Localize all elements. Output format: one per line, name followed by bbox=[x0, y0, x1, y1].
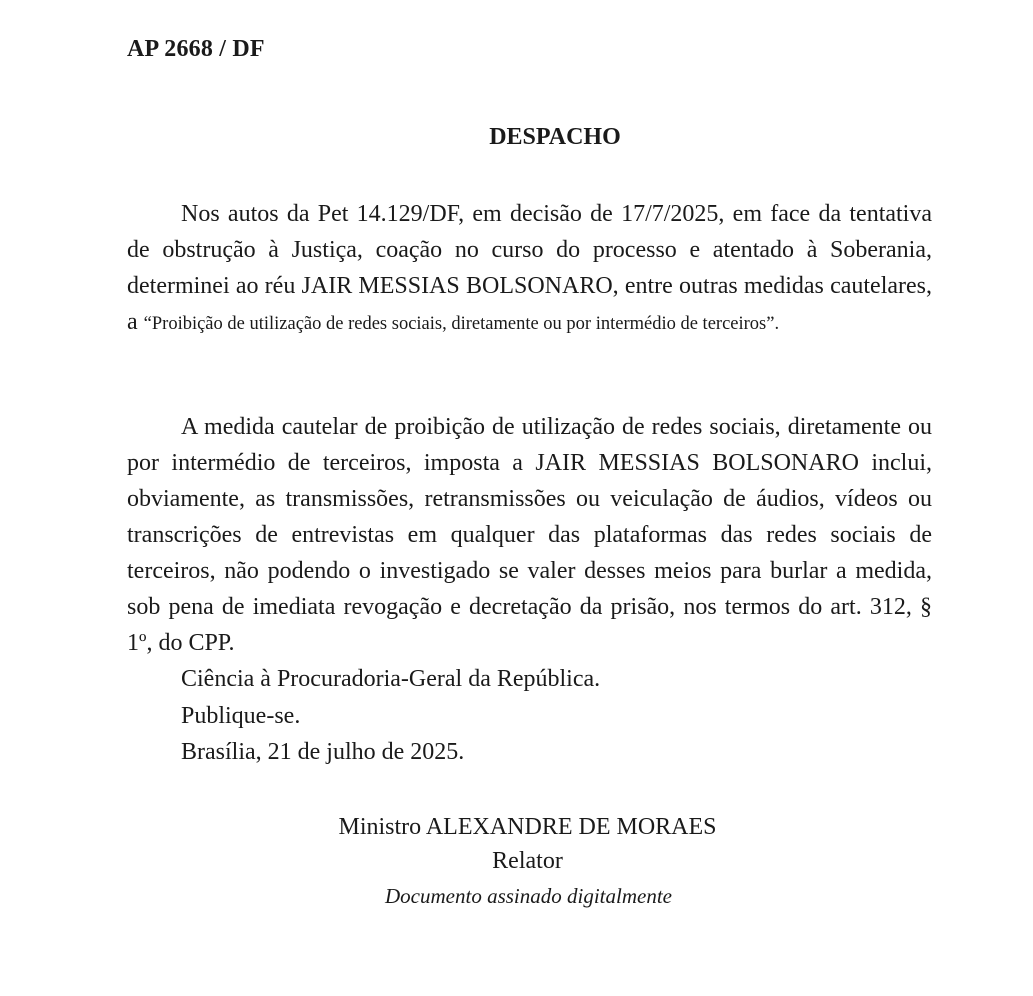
document-title: DESPACHO bbox=[489, 124, 621, 150]
digital-signature-note: Documento assinado digitalmente bbox=[385, 884, 672, 908]
case-number: AP 2668 / DF bbox=[127, 36, 265, 62]
paragraph-decision bbox=[127, 196, 932, 342]
signer-name: Ministro ALEXANDRE DE MORAES bbox=[338, 814, 717, 840]
notice-line: Ciência à Procuradoria-Geral da República. bbox=[181, 666, 601, 692]
signer-role: Relator bbox=[492, 848, 563, 874]
place-date-line: Brasília, 21 de julho de 2025. bbox=[181, 739, 465, 765]
paragraph-decision-text: Nos autos da Pet 14.129/DF, em decisão de 17/7/2025, em face da tentativa de obstrução à Justiça, coação no curso do processo e atentado à Soberania, determinei ao réu JAIR MESSIAS BOLSONARO, entre outras medidas cautelares, a bbox=[127, 201, 932, 335]
publish-line: Publique-se. bbox=[181, 703, 301, 729]
paragraph-measure: A medida cautelar de proibição de utilização de redes sociais, diretamente ou por intermédio de terceiros, imposta a JAIR MESSIAS BOLSONARO inclui, obviamente, as transmissões, retransmissões ou veiculação de áudios, vídeos ou transcrições de entrevistas em qualquer das plataformas das redes sociais de terceiros, não podendo o investigado se valer desses meios para burlar a medida, sob pena de imediata revogação e decretação da prisão, nos termos do art. 312, § 1º, do CPP. bbox=[127, 414, 932, 656]
paragraph-decision-quote: “Proibição de utilização de redes sociais, diretamente ou por intermédio de terceiros”. bbox=[143, 314, 780, 334]
